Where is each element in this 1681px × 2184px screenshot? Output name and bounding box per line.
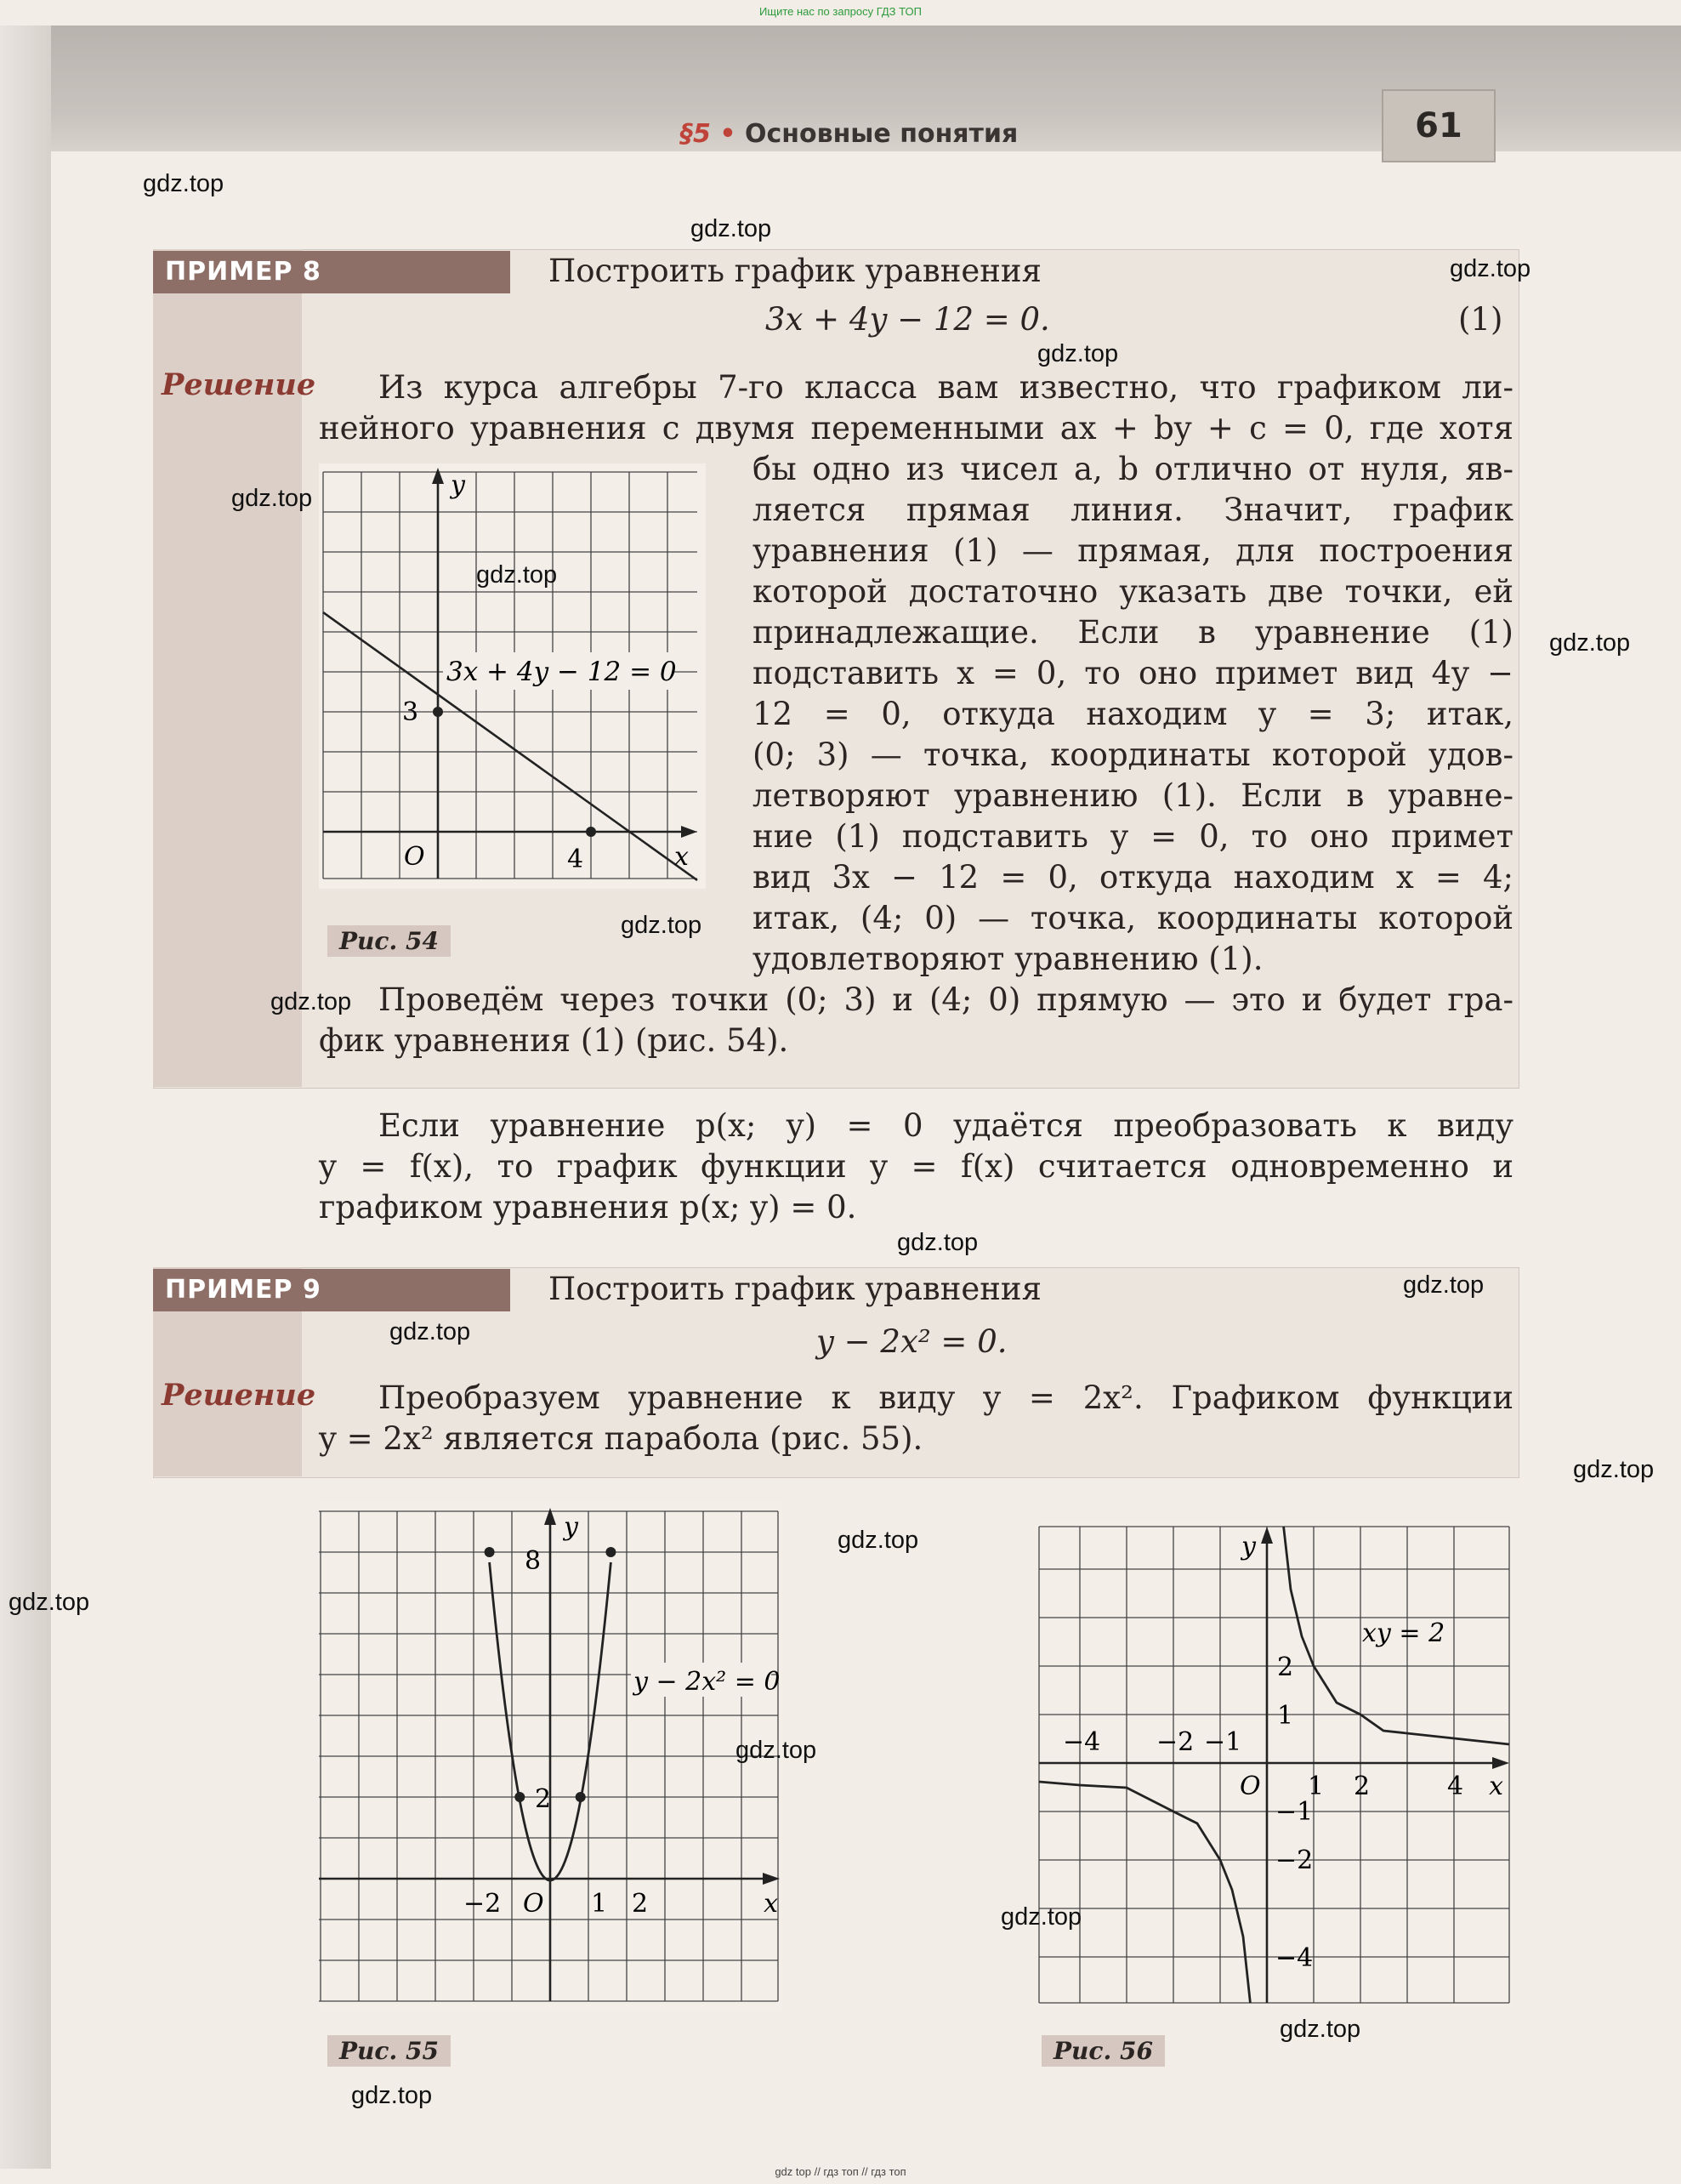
fig56-y-label: y: [1241, 1532, 1256, 1561]
watermark: gdz.top: [1280, 2016, 1361, 2043]
example9-line-1: Преобразуем уравнение к виду y = 2x². Графиком функции: [378, 1379, 1513, 1416]
fig55-y-label: y: [564, 1512, 578, 1542]
fig56-tick-x-1: 1: [1308, 1772, 1325, 1801]
fig55-curve-label: y − 2x² = 0: [633, 1667, 781, 1697]
side-line: итак, (4; 0) — точка, координаты которой: [752, 900, 1513, 936]
fig55-tick-minus2: −2: [463, 1889, 502, 1919]
fig56-tick-y-minus2: −2: [1275, 1846, 1314, 1875]
side-line: (0; 3) — точка, координаты которой удов-: [752, 737, 1513, 773]
section-number: §5: [680, 119, 711, 149]
example8-label: ПРИМЕР 8: [153, 251, 510, 293]
example8-equation-number: (1): [1458, 301, 1503, 338]
example8-end-line-2: фик уравнения (1) (рис. 54).: [319, 1022, 789, 1059]
watermark: gdz.top: [1037, 340, 1119, 367]
general-line-2: y = f(x), то график функции y = f(x) считается одновременно и: [319, 1148, 1513, 1185]
figure-55: [319, 1501, 782, 2011]
watermark: gdz.top: [389, 1318, 471, 1345]
side-line: летворяют уравнению (1). Если в уравне-: [752, 777, 1513, 814]
example8-side-text: [752, 449, 1513, 980]
fig55-x-label: x: [764, 1889, 778, 1919]
figure-54: [319, 464, 706, 889]
side-line: ляется прямая линия. Значит, график: [752, 492, 1513, 528]
side-line: удовлетворяют уравнению (1).: [752, 941, 1264, 977]
page-edge-shadow: [0, 26, 51, 2169]
fig54-y-label: y: [451, 470, 465, 500]
side-line: подставить x = 0, то оно примет вид 4y −: [752, 655, 1513, 691]
bottom-note: gdz top // гдз топ // гдз топ: [775, 2165, 906, 2178]
side-line: 12 = 0, откуда находим y = 3; итак,: [752, 696, 1513, 732]
general-line-1: Если уравнение p(x; y) = 0 удаётся преобразовать к виду: [378, 1107, 1513, 1144]
example8-solution-label: Решение: [162, 367, 316, 402]
watermark: gdz.top: [735, 1737, 817, 1764]
example9-label: ПРИМЕР 9: [153, 1269, 510, 1311]
fig56-tick-x-4: 4: [1447, 1772, 1464, 1801]
watermark: gdz.top: [690, 215, 772, 242]
figure-56: [1037, 1522, 1513, 2007]
fig56-tick-x-minus4: −4: [1063, 1727, 1101, 1757]
side-line: бы одно из чисел a, b отлично от нуля, яв-: [752, 451, 1513, 487]
figure-56-caption: Рис. 56: [1042, 2035, 1165, 2067]
figure-55-caption: Рис. 55: [327, 2035, 451, 2067]
section-title: Основные понятия: [744, 119, 1019, 149]
fig55-tick-y2: 2: [535, 1784, 552, 1814]
header-bullet: •: [719, 119, 736, 149]
fig56-tick-y-minus1: −1: [1275, 1797, 1314, 1827]
page-number: 61: [1382, 89, 1496, 162]
fig56-tick-x-minus2: −2: [1156, 1727, 1195, 1757]
fig56-tick-y-2: 2: [1277, 1652, 1294, 1682]
fig54-tick-4: 4: [567, 845, 584, 874]
watermark: gdz.top: [476, 561, 558, 589]
fig55-tick-x2: 2: [632, 1889, 649, 1919]
watermark: gdz.top: [270, 988, 352, 1015]
example9-task: Построить график уравнения: [548, 1271, 1042, 1307]
watermark: gdz.top: [143, 170, 224, 197]
example8-line-2: нейного уравнения с двумя переменными ax + by + c = 0, где хотя: [319, 410, 1513, 446]
fig56-tick-x-minus1: −1: [1204, 1727, 1242, 1757]
fig56-origin: O: [1240, 1772, 1261, 1801]
fig55-origin: O: [523, 1889, 544, 1919]
side-line: уравнения (1) — прямая, для построения: [752, 532, 1513, 569]
example8-equation: 3x + 4y − 12 = 0.: [765, 301, 1050, 338]
fig56-curve-label: xy = 2: [1362, 1618, 1445, 1648]
watermark: gdz.top: [621, 912, 702, 939]
example9-solution-label: Решение: [162, 1378, 316, 1413]
top-note: Ищите нас по запросу ГДЗ ТОП: [759, 5, 922, 18]
side-line: принадлежащие. Если в уравнение (1): [752, 614, 1513, 651]
fig56-tick-x-2: 2: [1354, 1772, 1371, 1801]
side-line: ние (1) подставить y = 0, то оно примет: [752, 818, 1513, 855]
fig56-tick-y-minus4: −4: [1275, 1943, 1314, 1973]
fig55-tick-1: 1: [591, 1889, 608, 1919]
watermark: gdz.top: [9, 1589, 90, 1616]
fig56-tick-y-1: 1: [1277, 1701, 1294, 1731]
fig55-tick-8: 8: [525, 1546, 542, 1576]
example8-line-1: Из курса алгебры 7-го класса вам известно, что графиком ли-: [378, 369, 1513, 406]
fig54-tick-3: 3: [402, 697, 419, 727]
watermark: gdz.top: [231, 485, 313, 512]
watermark: gdz.top: [1549, 629, 1631, 657]
watermark: gdz.top: [351, 2082, 433, 2109]
watermark: gdz.top: [1403, 1271, 1485, 1299]
running-header: [680, 119, 1018, 149]
side-line: вид 3x − 12 = 0, откуда находим x = 4;: [752, 859, 1513, 896]
example8-end-line-1: Проведём через точки (0; 3) и (4; 0) прямую — это и будет гра-: [378, 981, 1513, 1018]
general-line-3: графиком уравнения p(x; y) = 0.: [319, 1189, 857, 1226]
watermark: gdz.top: [897, 1229, 979, 1256]
watermark: gdz.top: [1001, 1903, 1082, 1931]
fig54-line-label: 3x + 4y − 12 = 0: [446, 657, 677, 687]
figure-54-caption: Рис. 54: [327, 925, 451, 957]
fig56-x-label: x: [1489, 1772, 1503, 1801]
example8-task: Построить график уравнения: [548, 253, 1042, 289]
example9-equation: y − 2x² = 0.: [816, 1323, 1008, 1360]
example9-line-2: y = 2x² является парабола (рис. 55).: [319, 1420, 923, 1457]
watermark: gdz.top: [838, 1527, 919, 1554]
side-line: которой достаточно указать две точки, ей: [752, 573, 1513, 610]
watermark: gdz.top: [1573, 1456, 1655, 1483]
watermark: gdz.top: [1450, 255, 1531, 282]
fig54-x-label: x: [674, 842, 689, 872]
fig54-origin: O: [404, 842, 425, 872]
